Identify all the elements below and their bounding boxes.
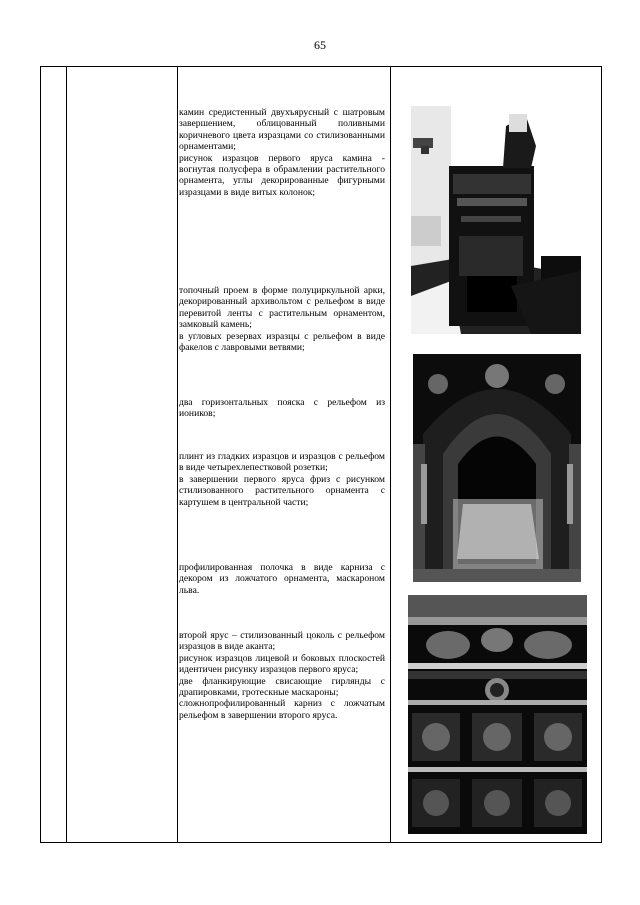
- paragraph-second-tier: [179, 630, 385, 721]
- firebox-arch-photo: [413, 354, 581, 582]
- text-line: камин средистенный двухъярусный с шатровым завершением, облицованный поливными коричневого цвета изразцами со стилизованными орнаментами;: [179, 107, 385, 153]
- column-divider: [390, 67, 391, 842]
- text-line: две фланкирующие свисающие гирлянды с драпировками, гротескные маскароны;: [179, 675, 385, 699]
- text-line: в угловых резервах изразцы с рельефом в виде факелов с лавровыми ветвями;: [179, 330, 385, 354]
- text-line: профилированная полочка в виде карниза с декором из ложчатого орнамента, маскароном льва.: [179, 562, 385, 596]
- text-line: плинт из гладких изразцов и изразцов с рельефом в виде четырехлепестковой розетки;: [179, 451, 385, 474]
- text-line: в завершении первого яруса фриз с рисунком стилизованного растительного орнамента с картушем в центральной части;: [179, 473, 385, 508]
- fireplace-overview-photo: [411, 106, 581, 334]
- text-line: два горизонтальных пояска с рельефом из иоников;: [179, 397, 385, 420]
- paragraph-plinth-frieze: [179, 451, 385, 508]
- text-line: рисунок изразцов лицевой и боковых плоскостей идентичен рисунку изразцов первого яруса;: [179, 652, 385, 676]
- text-line: сложнопрофилированный карниз с ложчатым рельефом в завершении второго яруса.: [179, 698, 385, 721]
- column-divider: [177, 67, 178, 842]
- paragraph-ionic-bands: [179, 397, 385, 420]
- text-line: топочный проем в форме полуциркульной арки, декорированный архивольтом с рельефом в виде перевитой ленты с растительным орнаментом, замковый камень;: [179, 285, 385, 331]
- text-line: рисунок изразцов первого яруса камина - вогнутая полусфера в обрамлении растительного орнамента, углы декорированные фигурными изразцами в виде витых колонок;: [179, 152, 385, 198]
- text-line: второй ярус – стилизованный цоколь с рельефом изразцов в виде аканта;: [179, 630, 385, 653]
- paragraph-fireplace-structure: [179, 107, 385, 198]
- paragraph-cornice-shelf: [179, 562, 385, 596]
- paragraph-firebox-arch: [179, 285, 385, 353]
- column-divider: [66, 67, 67, 842]
- second-tier-detail-photo: [408, 595, 587, 834]
- page-number: 65: [314, 38, 326, 52]
